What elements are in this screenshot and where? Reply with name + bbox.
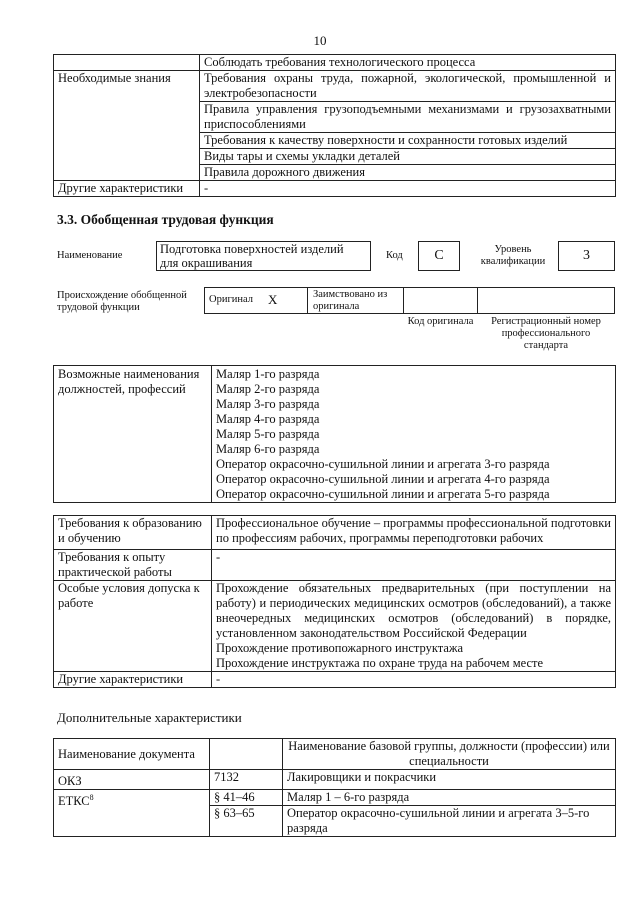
table-header-row <box>54 739 616 770</box>
name-label: Наименование <box>57 250 123 261</box>
row-item: Правила управления грузоподъемными механизмами и грузозахватными приспособлениями <box>200 102 616 133</box>
table-row <box>54 366 616 503</box>
table-row <box>54 581 616 672</box>
name-cell: Оператор окрасочно-сушильной линии и агрегата 3–5-го разряда <box>283 806 616 837</box>
column-header <box>210 739 283 770</box>
requirements-table <box>53 515 616 688</box>
row-label: Другие характеристики <box>54 181 200 197</box>
code-original-caption: Код оригинала <box>407 316 474 327</box>
row-label: Необходимые знания <box>54 71 200 181</box>
code-original-box <box>403 287 478 314</box>
table-row <box>54 770 616 790</box>
row-item: Требования к качеству поверхности и сохранности готовых изделий <box>200 133 616 149</box>
page-number: 10 <box>313 33 327 48</box>
column-header: Наименование документа <box>54 739 210 770</box>
table-row <box>54 181 616 197</box>
code-cell: § 63–65 <box>210 806 283 837</box>
doc-cell <box>54 790 210 837</box>
list-item: Маляр 2-го разряда <box>216 382 320 396</box>
original-label: Оригинал <box>209 294 253 305</box>
positions-label: Возможные наименования должностей, профессий <box>54 366 212 503</box>
row-item: Виды тары и схемы укладки деталей <box>200 149 616 165</box>
doc-name: ЕТКС <box>58 794 90 809</box>
name-value: Подготовка поверхностей изделий для окрашивания <box>160 242 344 270</box>
reg-number-caption: Регистрационный номер профессионального стандарта <box>491 316 601 351</box>
doc-name: ОКЗ <box>58 774 82 789</box>
list-item: Маляр 3-го разряда <box>216 397 320 411</box>
row-item: - <box>212 672 616 688</box>
row-label: Требования к образованию и обучению <box>54 516 212 550</box>
row-label: Требования к опыту практической работы <box>54 550 212 581</box>
doc-cell <box>54 770 210 790</box>
level-label: Уровень квалификации <box>480 244 546 267</box>
list-item: Оператор окрасочно-сушильной линии и агрегата 3-го разряда <box>216 457 550 471</box>
list-item: Оператор окрасочно-сушильной линии и агрегата 5-го разряда <box>216 487 550 501</box>
table-row <box>54 790 616 806</box>
table-row <box>54 672 616 688</box>
table-row <box>54 71 616 102</box>
row-item: Правила дорожного движения <box>200 165 616 181</box>
code-label: Код <box>386 250 403 261</box>
list-item: Прохождение инструктажа по охране труда на рабочем месте <box>216 656 544 670</box>
code-value: C <box>434 248 444 263</box>
row-item: Профессиональное обучение – программы профессиональной подготовки по профессиям рабочих, программы переподготовки рабочих <box>212 516 616 550</box>
list-item: Маляр 4-го разряда <box>216 412 320 426</box>
row-item: Требования охраны труда, пожарной, экологической, промышленной и электробезопасности <box>200 71 616 102</box>
positions-table <box>53 365 616 503</box>
borrowed-label: Заимствовано из оригинала <box>313 289 388 312</box>
row-item: Соблюдать требования технологического процесса <box>200 55 616 71</box>
code-cell: § 41–46 <box>210 790 283 806</box>
list-item: Оператор окрасочно-сушильной линии и агрегата 4-го разряда <box>216 472 550 486</box>
doc-footnote: 8 <box>89 793 94 803</box>
list-item: Маляр 1-го разряда <box>216 367 320 381</box>
knowledge-table <box>53 54 616 197</box>
original-mark: X <box>268 292 278 307</box>
table-row <box>54 55 616 71</box>
section-title: 3.3. Обобщенная трудовая функция <box>57 212 274 227</box>
origin-label: Происхождение обобщенной трудовой функции <box>57 290 187 313</box>
additional-table <box>53 738 616 837</box>
name-cell: Маляр 1 – 6-го разряда <box>283 790 616 806</box>
row-item <box>212 581 616 672</box>
table-row <box>54 516 616 550</box>
row-item: - <box>200 181 616 197</box>
additional-title: Дополнительные характеристики <box>57 710 242 725</box>
list-item: Маляр 6-го разряда <box>216 442 320 456</box>
list-item: Маляр 5-го разряда <box>216 427 320 441</box>
column-header: Наименование базовой группы, должности (профессии) или специальности <box>283 739 616 770</box>
row-label <box>54 55 200 71</box>
table-row <box>54 550 616 581</box>
code-cell: 7132 <box>210 770 283 790</box>
row-item: - <box>212 550 616 581</box>
row-label: Особые условия допуска к работе <box>54 581 212 672</box>
level-value: 3 <box>583 248 590 263</box>
list-item: Прохождение противопожарного инструктажа <box>216 641 464 655</box>
row-label: Другие характеристики <box>54 672 212 688</box>
positions-list <box>212 366 616 503</box>
reg-number-box <box>477 287 615 314</box>
name-cell: Лакировщики и покрасчики <box>283 770 616 790</box>
list-item: Прохождение обязательных предварительных (при поступлении на работу) и периодических медицинских осмотров (обследований), а также внеочередных медицинских осмотров (обследований) в порядке, установленном законодательством Российской Федерации <box>216 581 611 640</box>
